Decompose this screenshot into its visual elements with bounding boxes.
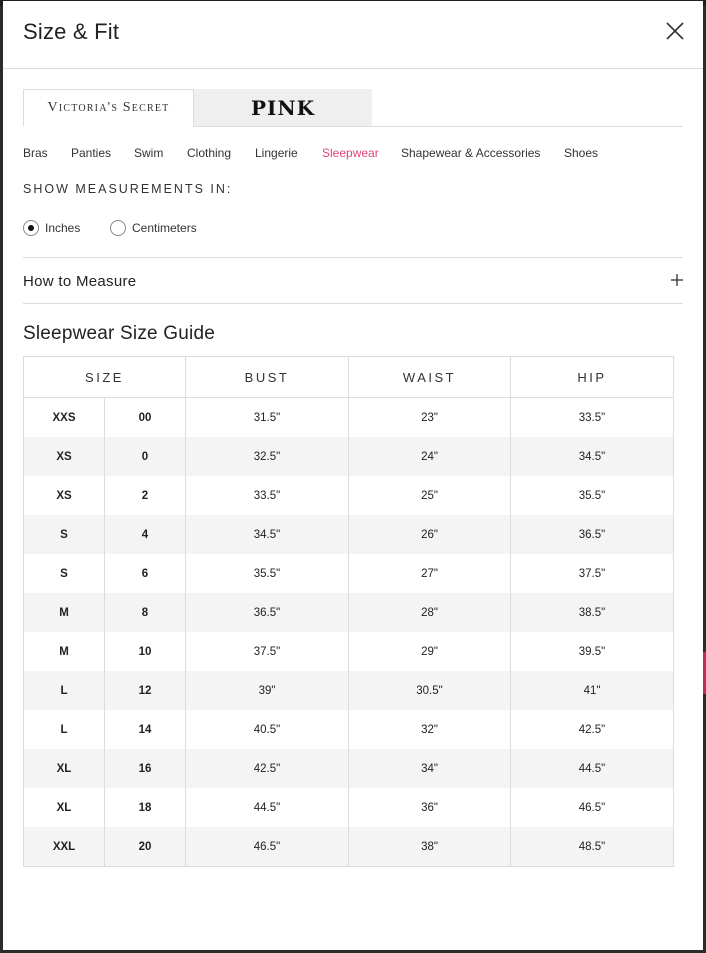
bust-value: 35.5" bbox=[186, 554, 349, 593]
header-bust: BUST bbox=[186, 357, 349, 398]
category-shoes[interactable]: Shoes bbox=[564, 146, 599, 160]
table-row bbox=[24, 671, 674, 710]
waist-value: 32" bbox=[349, 710, 511, 749]
modal-title: Size & Fit bbox=[23, 19, 120, 44]
size-number: 2 bbox=[105, 476, 186, 515]
table-row bbox=[24, 398, 674, 438]
size-number: 20 bbox=[105, 827, 186, 867]
category-bras[interactable]: Bras bbox=[23, 146, 48, 160]
size-letter: S bbox=[24, 554, 105, 593]
waist-value: 27" bbox=[349, 554, 511, 593]
hip-value: 48.5" bbox=[511, 827, 674, 867]
size-fit-modal bbox=[3, 1, 703, 950]
hip-value: 39.5" bbox=[511, 632, 674, 671]
radio-circle bbox=[23, 220, 39, 236]
size-letter: XL bbox=[24, 749, 105, 788]
bust-value: 31.5" bbox=[186, 398, 349, 438]
size-letter: L bbox=[24, 671, 105, 710]
size-letter: XXL bbox=[24, 827, 105, 867]
size-letter: M bbox=[24, 593, 105, 632]
close-icon bbox=[663, 19, 687, 43]
size-letter: XXS bbox=[24, 398, 105, 438]
waist-value: 28" bbox=[349, 593, 511, 632]
header-size: SIZE bbox=[24, 357, 186, 398]
waist-value: 25" bbox=[349, 476, 511, 515]
size-number: 14 bbox=[105, 710, 186, 749]
size-number: 18 bbox=[105, 788, 186, 827]
units-heading: SHOW MEASUREMENTS IN: bbox=[23, 182, 233, 196]
size-number: 0 bbox=[105, 437, 186, 476]
category-sleepwear[interactable]: Sleepwear bbox=[322, 146, 379, 160]
bust-value: 42.5" bbox=[186, 749, 349, 788]
hip-value: 35.5" bbox=[511, 476, 674, 515]
hip-value: 36.5" bbox=[511, 515, 674, 554]
tab-victorias-secret[interactable] bbox=[23, 89, 194, 127]
header-waist: WAIST bbox=[349, 357, 511, 398]
hip-value: 46.5" bbox=[511, 788, 674, 827]
hip-value: 44.5" bbox=[511, 749, 674, 788]
brand-tabs bbox=[23, 89, 683, 127]
hip-value: 42.5" bbox=[511, 710, 674, 749]
bust-value: 36.5" bbox=[186, 593, 349, 632]
size-letter: M bbox=[24, 632, 105, 671]
size-letter: XL bbox=[24, 788, 105, 827]
radio-label: Centimeters bbox=[132, 221, 197, 235]
size-letter: XS bbox=[24, 476, 105, 515]
table-row bbox=[24, 515, 674, 554]
waist-value: 29" bbox=[349, 632, 511, 671]
tab-pink[interactable] bbox=[194, 89, 372, 126]
hip-value: 33.5" bbox=[511, 398, 674, 438]
table-row bbox=[24, 827, 674, 867]
hip-value: 38.5" bbox=[511, 593, 674, 632]
modal-header bbox=[3, 1, 703, 69]
size-guide-table bbox=[23, 356, 674, 867]
accordion-label: How to Measure bbox=[23, 273, 137, 290]
radio-circle bbox=[110, 220, 126, 236]
waist-value: 23" bbox=[349, 398, 511, 438]
waist-value: 38" bbox=[349, 827, 511, 867]
category-swim[interactable]: Swim bbox=[134, 146, 164, 160]
bust-value: 32.5" bbox=[186, 437, 349, 476]
bust-value: 34.5" bbox=[186, 515, 349, 554]
how-to-measure-accordion[interactable] bbox=[23, 257, 683, 304]
size-number: 16 bbox=[105, 749, 186, 788]
hip-value: 41" bbox=[511, 671, 674, 710]
bust-value: 39" bbox=[186, 671, 349, 710]
radio-selected-dot bbox=[28, 225, 34, 231]
tab-label: PINK bbox=[250, 95, 316, 120]
hip-value: 34.5" bbox=[511, 437, 674, 476]
category-panties[interactable]: Panties bbox=[71, 146, 112, 160]
size-number: 00 bbox=[105, 398, 186, 438]
waist-value: 36" bbox=[349, 788, 511, 827]
waist-value: 30.5" bbox=[349, 671, 511, 710]
table-row bbox=[24, 788, 674, 827]
size-guide-title: Sleepwear Size Guide bbox=[23, 323, 215, 344]
size-number: 8 bbox=[105, 593, 186, 632]
bust-value: 40.5" bbox=[186, 710, 349, 749]
radio-label: Inches bbox=[45, 221, 81, 235]
waist-value: 24" bbox=[349, 437, 511, 476]
size-number: 10 bbox=[105, 632, 186, 671]
close-button[interactable] bbox=[663, 19, 687, 43]
size-number: 4 bbox=[105, 515, 186, 554]
table-row bbox=[24, 554, 674, 593]
size-letter: XS bbox=[24, 437, 105, 476]
tab-label: Victoria's Secret bbox=[47, 100, 170, 115]
waist-value: 26" bbox=[349, 515, 511, 554]
waist-value: 34" bbox=[349, 749, 511, 788]
category-shapewear-accessories[interactable]: Shapewear & Accessories bbox=[401, 146, 541, 160]
radio-inches[interactable] bbox=[23, 219, 80, 237]
table-header-row bbox=[24, 357, 674, 398]
bust-value: 44.5" bbox=[186, 788, 349, 827]
table-row bbox=[24, 632, 674, 671]
plus-icon bbox=[671, 274, 683, 286]
size-letter: S bbox=[24, 515, 105, 554]
category-lingerie[interactable]: Lingerie bbox=[255, 146, 298, 160]
size-number: 6 bbox=[105, 554, 186, 593]
header-hip: HIP bbox=[511, 357, 674, 398]
hip-value: 37.5" bbox=[511, 554, 674, 593]
radio-centimeters[interactable] bbox=[110, 219, 197, 237]
table-row bbox=[24, 710, 674, 749]
table-row bbox=[24, 476, 674, 515]
table-row bbox=[24, 593, 674, 632]
bust-value: 37.5" bbox=[186, 632, 349, 671]
size-number: 12 bbox=[105, 671, 186, 710]
table-row bbox=[24, 749, 674, 788]
bust-value: 46.5" bbox=[186, 827, 349, 867]
size-letter: L bbox=[24, 710, 105, 749]
table-row bbox=[24, 437, 674, 476]
category-clothing[interactable]: Clothing bbox=[187, 146, 232, 160]
bust-value: 33.5" bbox=[186, 476, 349, 515]
table-body bbox=[24, 398, 674, 867]
